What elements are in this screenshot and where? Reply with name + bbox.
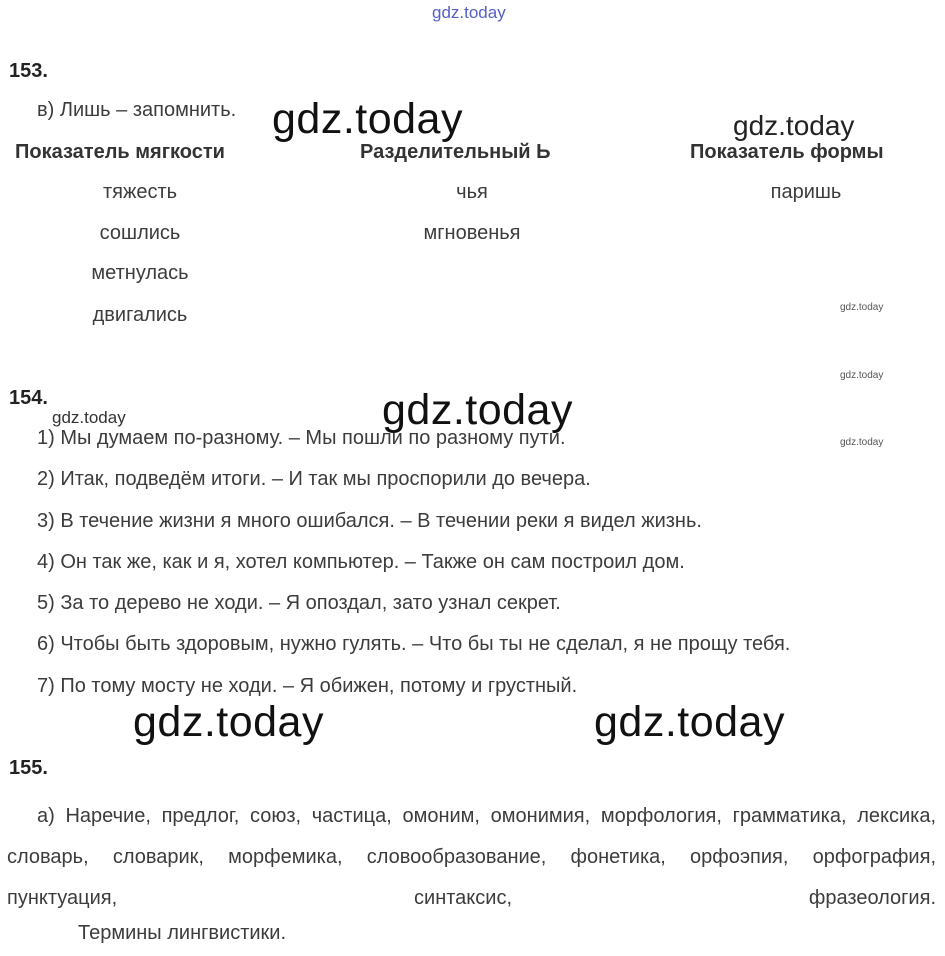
exercise-number-154: 154. [9,387,48,409]
watermark-large: gdz.today [133,698,324,746]
watermark-top[interactable]: gdz.today [432,3,506,22]
sentence-line: 7) По тому мосту не ходи. – Я обижен, потому и грустный. [37,675,578,697]
watermark-medium: gdz.today [733,110,855,141]
exercise-153-intro: в) Лишь – запомнить. [37,99,237,121]
sentence-line: 4) Он так же, как и я, хотел компьютер. – Также он сам построил дом. [37,551,685,573]
sentence-line: 5) За то дерево не ходи. – Я опоздал, зато узнал секрет. [37,592,561,614]
watermark-small: gdz.today [840,437,884,448]
word-item: сошлись [99,222,181,244]
exercise-number-153: 153. [9,60,48,82]
exercise-number-155: 155. [9,757,48,779]
sentence-line: 2) Итак, подведём итоги. – И так мы проспорили до вечера. [37,468,591,490]
watermark-large: gdz.today [272,95,463,143]
sentence-line: 6) Чтобы быть здоровым, нужно гулять. – Что бы ты не сделал, я не прощу тебя. [37,633,791,655]
column-header-softness: Показатель мягкости [15,141,225,163]
watermark-large: gdz.today [382,386,573,434]
column-header-form: Показатель формы [690,141,884,163]
word-item: мгновенья [423,222,521,244]
word-item: метнулась [91,262,189,284]
column-header-separating: Разделительный Ь [360,141,551,163]
word-item: тяжесть [102,181,178,203]
word-item: паришь [770,181,842,203]
exercise-155-conclusion: Термины лингвистики. [78,922,287,944]
word-item: чья [456,181,488,203]
watermark-small: gdz.today [840,302,884,313]
watermark-small: gdz.today [52,408,126,427]
watermark-large: gdz.today [594,698,785,746]
sentence-line: 3) В течение жизни я много ошибался. – В течении реки я видел жизнь. [37,510,702,532]
sentence-line: 1) Мы думаем по-разному. – Мы пошли по разному пути. [37,427,566,449]
watermark-small: gdz.today [840,370,884,381]
exercise-155-paragraph: а) Наречие, предлог, союз, частица, омоним, омонимия, морфология, грамматика, лексика, словарь, словарик, морфемика, словообразование, фонетика, орфоэпия, орфография, пунктуация, синтаксис, фразеология. [7,805,936,909]
word-item: двигались [92,304,188,326]
